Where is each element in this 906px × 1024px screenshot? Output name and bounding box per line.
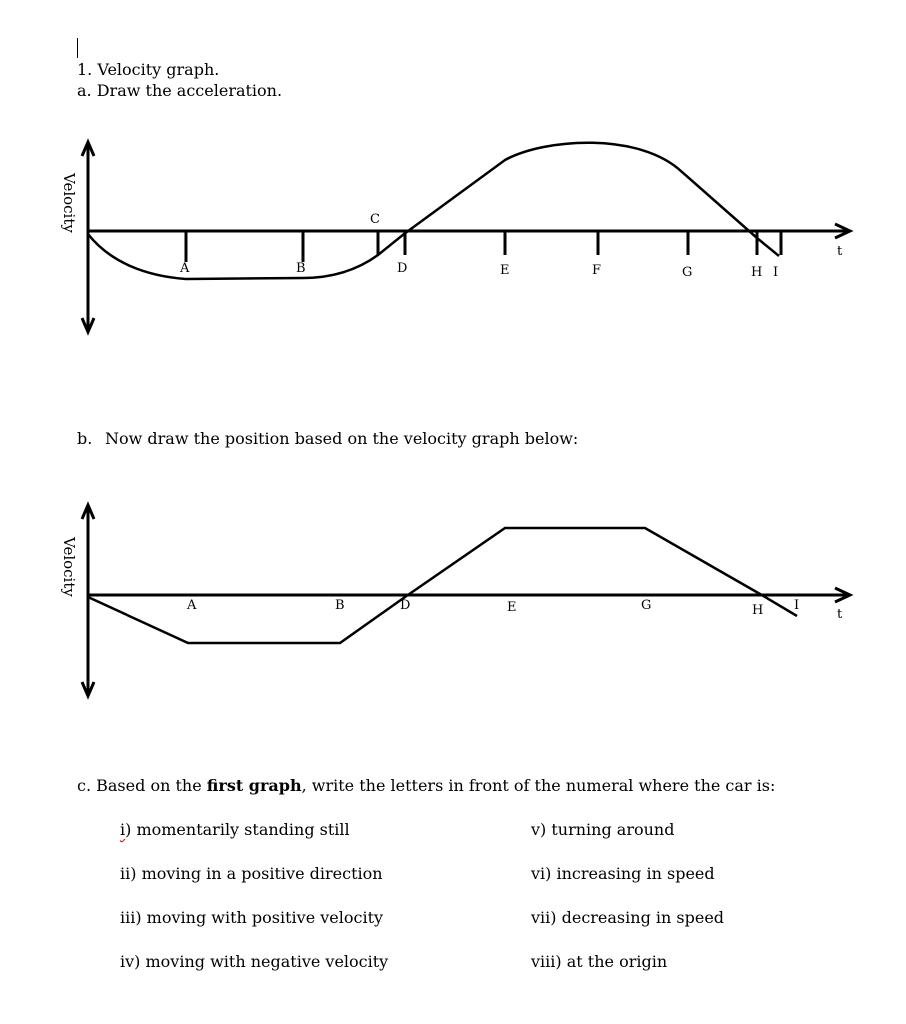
item-i-numeral: i <box>120 820 126 839</box>
item-viii: viii) at the origin <box>531 952 668 971</box>
item-i-text: ) momentarily standing still <box>125 820 350 839</box>
graph1-label-d: D <box>397 261 408 276</box>
item-iv: iv) moving with negative velocity <box>120 952 389 971</box>
graph2-label-e: E <box>507 600 517 615</box>
part-b-instruction: Now draw the position based on the velocity graph below: <box>105 429 579 448</box>
part-b-prefix: b. <box>77 429 93 448</box>
graph1-label-f: F <box>592 263 602 278</box>
graph2-label-h: H <box>752 603 764 618</box>
graph2-label-b: B <box>335 598 345 613</box>
graph1-label-e: E <box>500 263 510 278</box>
graph1-label-b: B <box>296 261 306 276</box>
item-iii: iii) moving with positive velocity <box>120 908 384 927</box>
graph1-label-g: G <box>682 265 693 280</box>
graph1-velocity-curve <box>88 143 779 279</box>
item-ii: ii) moving in a positive direction <box>120 864 383 883</box>
graph1-label-a: A <box>180 261 190 276</box>
graph2-label-i: I <box>794 598 800 613</box>
graph2-label-a: A <box>187 598 197 613</box>
item-vii: vii) decreasing in speed <box>531 908 725 927</box>
part-a-instruction: a. Draw the acceleration. <box>77 81 283 100</box>
velocity-graph-2 <box>0 490 906 720</box>
item-v: v) turning around <box>531 820 675 839</box>
part-c-instruction <box>77 778 775 794</box>
item-vi: vi) increasing in speed <box>531 864 715 883</box>
question-title: 1. Velocity graph. <box>77 60 220 79</box>
graph2-label-g: G <box>641 598 652 613</box>
graph2-t-label: t <box>837 607 843 622</box>
graph1-y-axis-label: Velocity <box>60 173 78 233</box>
graph1-label-c: C <box>370 212 380 227</box>
part-c-pre: c. Based on the <box>77 776 207 795</box>
graph2-y-axis-label: Velocity <box>60 537 78 597</box>
graph1-label-i: I <box>773 265 779 280</box>
graph2-label-d: D <box>400 598 411 613</box>
velocity-graph-1 <box>0 0 906 360</box>
part-c-bold: first graph <box>206 776 302 795</box>
graph2-velocity-curve <box>88 528 800 643</box>
item-i <box>120 822 350 838</box>
graph1-label-h: H <box>751 265 763 280</box>
part-c-post: , write the letters in front of the numeral where the car is: <box>301 776 776 795</box>
graph1-t-label: t <box>837 244 843 259</box>
